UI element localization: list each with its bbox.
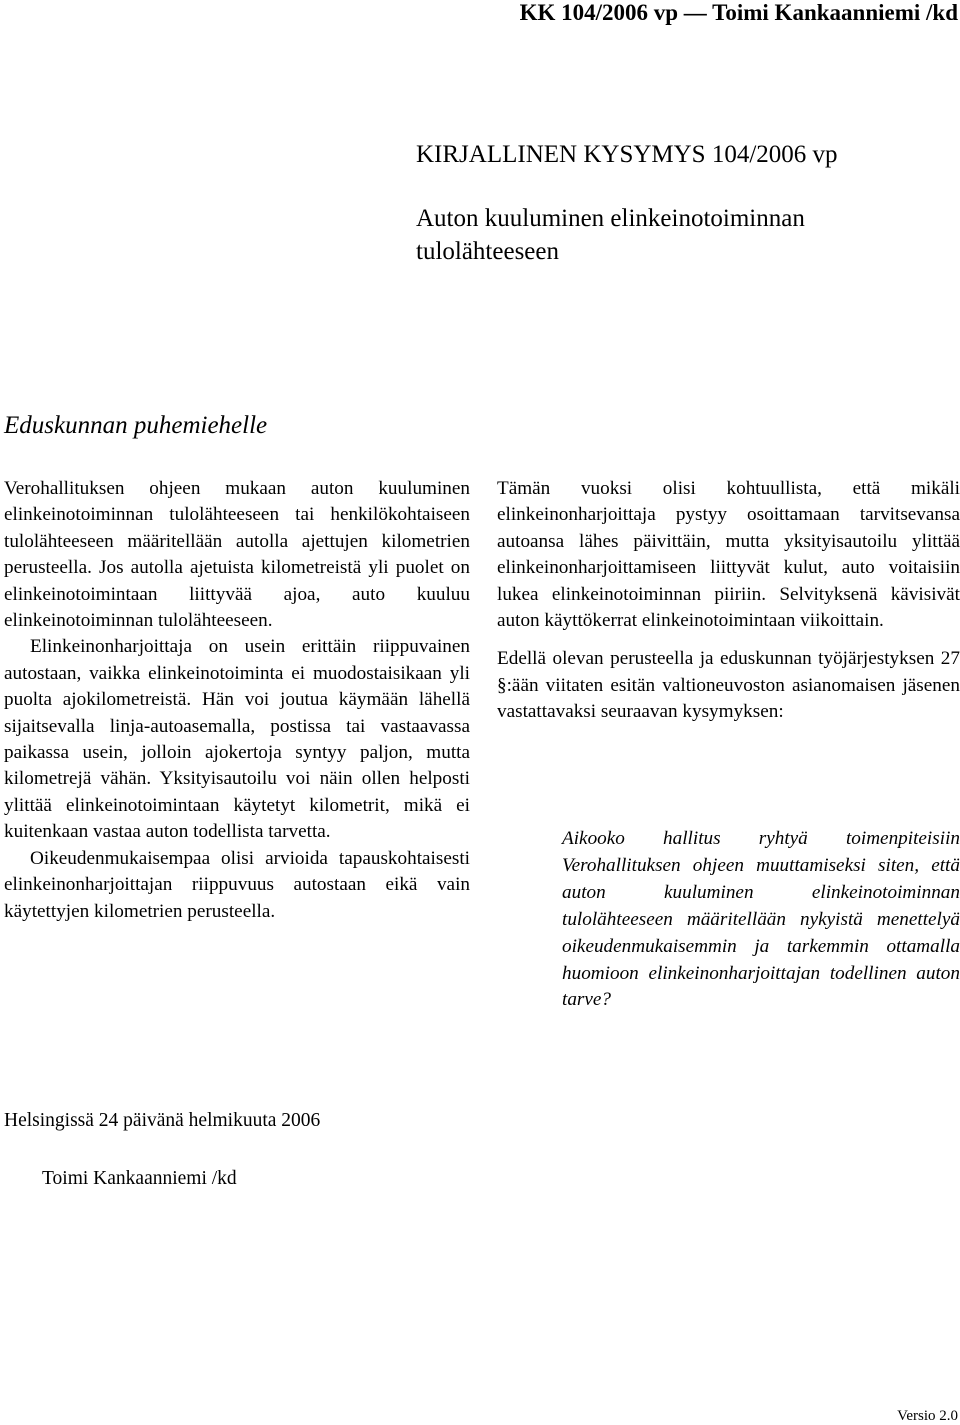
body-paragraph: Edellä olevan perusteella ja eduskunnan työjärjestyksen 27 §:ään viitaten esitän valtioneuvoston asianomaisen jäsenen vastattavaksi seuraavan kysymyksen:: [497, 648, 960, 723]
signature-name: Toimi Kankaanniemi /kd: [42, 1168, 237, 1189]
question-text: Aikooko hallitus ryhtyä toimenpiteisiin Verohallituksen ohjeen muuttamiseksi siten, että auton kuuluminen elinkeinotoiminnan tulolähteeseen määritellään nykyistä menettelyä oikeudenmukaisemmin ja tarkemmin ottamalla huomioon elinkeinonharjoittajan todellinen auton tarve?: [562, 828, 960, 1011]
document-type: KIRJALLINEN KYSYMYS 104/2006 vp: [416, 141, 838, 168]
running-header: KK 104/2006 vp — Toimi Kankaanniemi /kd: [519, 0, 958, 25]
body-right-column: [497, 476, 960, 726]
body-paragraph: Tämän vuoksi olisi kohtuullista, että mikäli elinkeinonharjoittaja pystyy osoittamaan tarvitsevansa autoansa lähes päivittäin, mutta yksityisautoilu ylittää elinkeinonharjoittamiseen liittyvät kulut, auto voitaisiin lukea elinkeinotoiminnan piiriin. Selvityksenä kävisivät auton käyttökerrat elinkeinotoimintaan viikoittain.: [497, 478, 960, 632]
body-paragraph: Elinkeinonharjoittaja on usein erittäin riippuvainen autostaan, vaikka elinkeinotoiminta ei muodostaisikaan yli puolta ajokilometreistä. Hän voi joutua käymään lähellä sijaitsevalla linja-autoasemalla, postissa tai vastaavassa paikassa usein, jolloin ajokertoja syntyy paljon, mutta kilometrejä vähän. Yksityisautoilu voi näin ollen helposti ylittää elinkeinotoimintaan käytetyt kilometrit, mikä ei kuitenkaan vastaa auton todellista tarvetta.: [4, 636, 470, 843]
version-label: Versio 2.0: [897, 1408, 958, 1424]
signature-place-date: Helsingissä 24 päivänä helmikuuta 2006: [4, 1110, 321, 1131]
body-paragraph: Oikeudenmukaisempaa olisi arvioida tapauskohtaisesti elinkeinonharjoittajan riippuvuus autostaan eikä vain käytettyjen kilometrien perusteella.: [4, 847, 470, 922]
body-left-column: [4, 476, 470, 925]
addressee: Eduskunnan puhemiehelle: [4, 412, 268, 439]
body-paragraph: Verohallituksen ohjeen mukaan auton kuuluminen elinkeinotoiminnan tulolähteeseen tai henkilökohtaiseen tulolähteeseen määritellään autolla ajettujen kilometrien perusteella. Jos autolla ajetuista kilometreistä yli puolet on elinkeinotoimintaan liittyvää ajoa, auto kuuluu elinkeinotoiminnan tulolähteeseen.: [4, 478, 470, 632]
document-title: Auton kuuluminen elinkeinotoiminnan tulolähteeseen: [416, 205, 805, 265]
